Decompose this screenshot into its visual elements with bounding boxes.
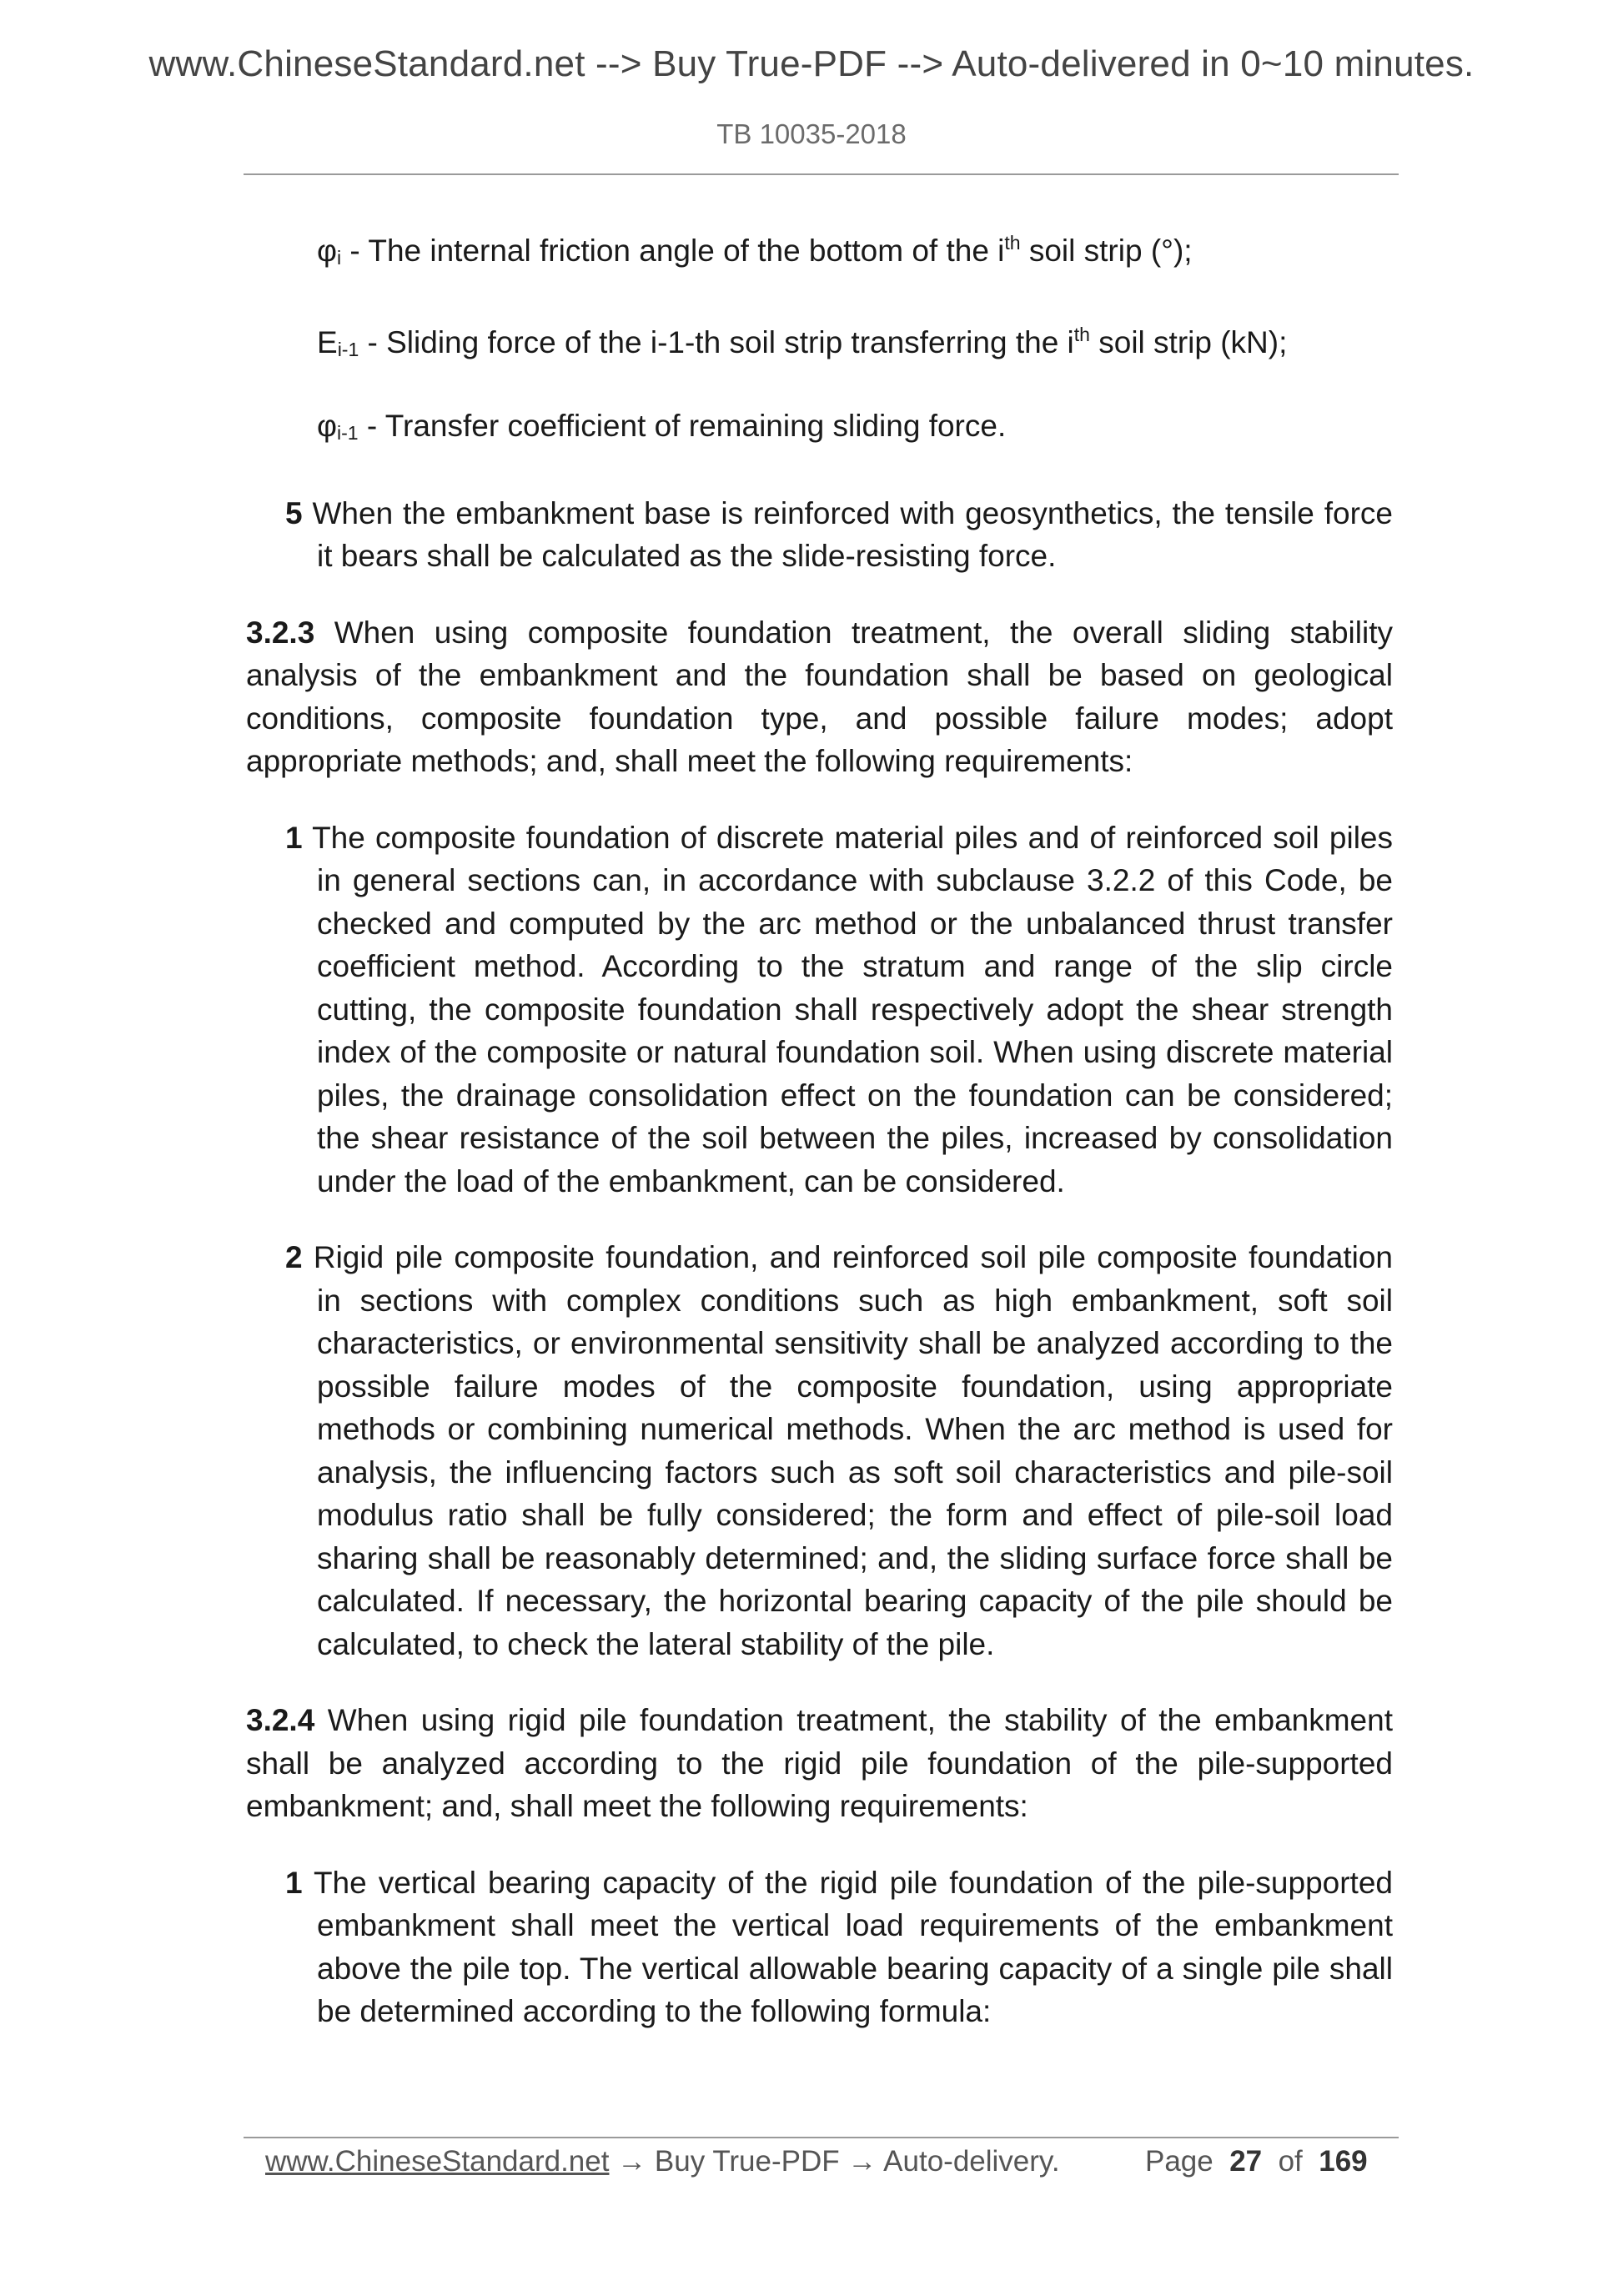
list-item-5: 5 When the embankment base is reinforced with geosynthetics, the tensile force it bears shall be calculated as the slide-resisting force.	[285, 495, 1393, 573]
page-footer	[265, 2145, 1383, 2178]
definition-phi-i-1: φi-1 - Transfer coefficient of remaining sliding force.	[317, 409, 1007, 444]
page-indicator: Page 27 of 169	[1145, 2145, 1368, 2178]
clause-3-2-4-item-1: 1 The vertical bearing capacity of the rigid pile foundation of the pile-supported embankment shall meet the vertical load requirements of the embankment above the pile top. The vertical allowable bearing capacity of a single pile shall be determined according to the following formula:	[285, 1865, 1393, 2028]
header-banner: www.ChineseStandard.net --> Buy True-PDF --> Auto-delivered in 0~10 minutes.	[148, 43, 1475, 84]
clause-3-2-3-item-2: 2 Rigid pile composite foundation, and reinforced soil pile composite foundation in sections with complex conditions such as high embankment, soft soil characteristics, or environmental sensitivity shall be analyzed according to the possible failure modes of the composite foundation, using appropriate methods or combining numerical methods. When the arc method is used for analysis, the influencing factors such as soft soil characteristics and pile-soil modulus ratio shall be fully considered; the form and effect of pile-soil load sharing shall be reasonably determined; and, the sliding surface force shall be calculated. If necessary, the horizontal bearing capacity of the pile should be calculated, to check the lateral stability of the pile.	[285, 1240, 1393, 1661]
definition-e-i-1: Ei-1 - Sliding force of the i-1-th soil strip transferring the $i^{th}$ soil strip (kN);	[317, 323, 1288, 360]
footer-divider	[244, 2137, 1399, 2138]
header-divider	[244, 173, 1399, 175]
footer-link[interactable]: www.ChineseStandard.net	[265, 2145, 610, 2178]
document-id: TB 10035-2018	[716, 118, 907, 149]
clause-3-2-3: 3.2.3 When using composite foundation treatment, the overall sliding stability analysis of the embankment and the foundation shall be based on geological conditions, composite foundation type, and possible failure modes; adopt appropriate methods; and, shall meet the following requirements:	[246, 615, 1393, 778]
definition-phi-i: φi - The internal friction angle of the bottom of the $i^{th}$ soil strip (°);	[317, 232, 1193, 269]
clause-3-2-4: 3.2.4 When using rigid pile foundation treatment, the stability of the embankment shall be analyzed according to the rigid pile foundation of the pile-supported embankment; and, shall meet the following requirements:	[246, 1703, 1393, 1823]
page-body	[246, 222, 1393, 2067]
clause-3-2-3-item-1: 1 The composite foundation of discrete material piles and of reinforced soil piles in general sections can, in accordance with subclause 3.2.2 of this Code, be checked and computed by the arc method or the unbalanced thrust transfer coefficient method. According to the stratum and range of the slip circle cutting, the composite foundation shall respectively adopt the shear strength index of the composite or natural foundation soil. When using discrete material piles, the drainage consolidation effect on the foundation can be considered; the shear resistance of the soil between the piles, increased by consolidation under the load of the embankment, can be considered.	[285, 820, 1393, 1198]
footer-text: → Buy True-PDF → Auto-delivery.	[609, 2145, 1060, 2178]
